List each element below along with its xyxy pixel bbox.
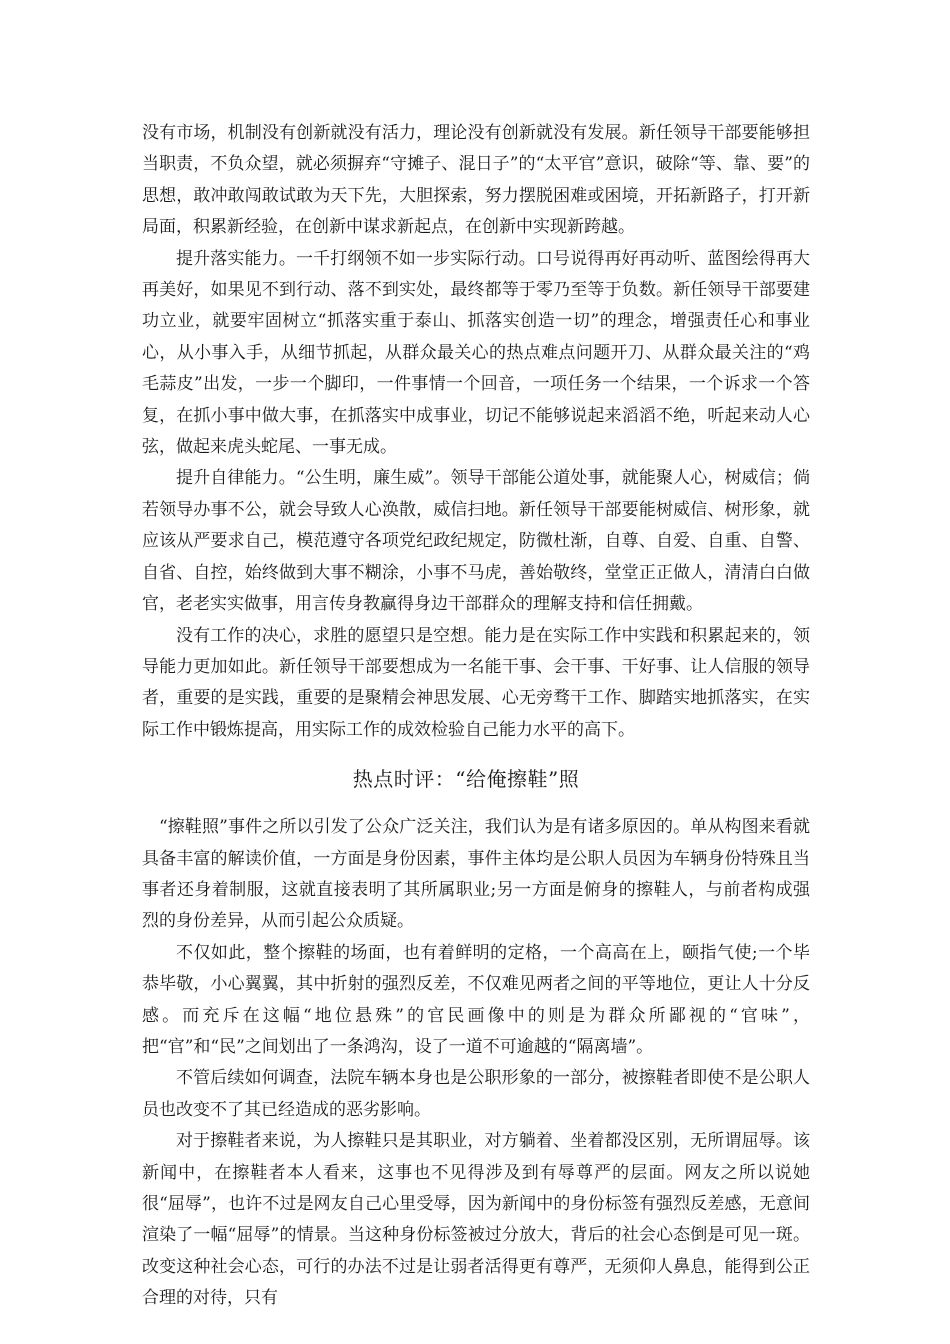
paragraph-implementation: 提升落实能力。一千打纲领不如一步实际行动。口号说得再好再动听、蓝图绘得再大再美好，如果见不到行动、落不到实处，最终都等于零乃至等于负数。新任领导干部要建功立业，就要牢固树立“抓落实重于泰山、抓落实创造一切”的理念，增强责任心和事业心，从小事入手，从细节抓起，从群众最关心的热点难点问题开刀、从群众最关注的“鸡毛蒜皮”出发，一步一个脚印，一件事情一个回音，一项任务一个结果，一个诉求一个答复，在抓小事中做大事，在抓落实中成事业，切记不能够说起来滔滔不绝，听起来动人心弦，做起来虎头蛇尾、一事无成。 <box>142 248 810 458</box>
paragraph-innovation: 没有市场，机制没有创新就没有活力，理论没有创新就没有发展。新任领导干部要能够担当职责，不负众望，就必须摒弃“守摊子、混日子”的“太平官”意识，破除“等、靠、要”的思想，敢冲敢闯敢试敢为天下先，大胆探索，努力摆脱困难或困境，开拓新路子，打开新局面，积累新经验，在创新中谋求新起点，在创新中实现新跨越。 <box>142 123 810 238</box>
paragraph-self-discipline: 提升自律能力。“公生明，廉生威”。领导干部能公道处事，就能聚人心，树威信；倘若领导办事不公，就会导致人心涣散，威信扫地。新任领导干部要能树威信、树形象，就应该从严要求自己，模范遵守各项党纪政纪规定，防微杜渐，自尊、自爱、自重、自警、自省、自控，始终做到大事不糊涂，小事不马虎，善始敬终，堂堂正正做人，清清白白做官，老老实实做事，用言传身教赢得身边干部群众的理解支持和信任拥戴。 <box>142 468 810 615</box>
paragraph-shoeshiner-view: 对于擦鞋者来说，为人擦鞋只是其职业，对方躺着、坐着都没区别，无所谓屈辱。该新闻中，在擦鞋者本人看来，这事也不见得涉及到有辱尊严的层面。网友之所以说她很“屈辱”，也许不过是网友自己心里受辱，因为新闻中的身份标签有强烈反差感，无意间渲染了一幅“屈辱”的情景。当这种身份标签被过分放大，背后的社会心态倒是可见一斑。改变这种社会心态，可行的办法不过是让弱者活得更有尊严，无须仰人鼻息，能得到公正合理的对待，只有 <box>142 1131 810 1309</box>
section-title <box>142 746 810 812</box>
section-title-text: 热点时评：“给俺擦鞋”照 <box>352 767 580 792</box>
paragraph-investigation: 不管后续如何调查，法院车辆本身也是公职形象的一部分，被擦鞋者即使不是公职人员也改变不了其已经造成的恶劣影响。 <box>142 1068 810 1120</box>
paragraph-conclusion: 没有工作的决心，求胜的愿望只是空想。能力是在实际工作中实践和积累起来的，领导能力更加如此。新任领导干部要想成为一名能干事、会干事、干好事、让人信服的领导者，重要的是实践，重要的是聚精会神思发展、心无旁骛干工作、脚踏实地抓落实，在实际工作中锻炼提高，用实际工作的成效检验自己能力水平的高下。 <box>142 625 810 740</box>
paragraph-shoe-photo-intro: “擦鞋照”事件之所以引发了公众广泛关注，我们认为是有诸多原因的。单从构图来看就具备丰富的解读价值，一方面是身份因素，事件主体均是公职人员因为车辆身份特殊且当事者还身着制服，这就直接表明了其所属职业;另一方面是俯身的擦鞋人，与前者构成强烈的身份差异，从而引起公众质疑。 <box>142 817 810 932</box>
document-page <box>142 118 810 1315</box>
paragraph-contrast: 不仅如此，整个擦鞋的场面，也有着鲜明的定格，一个高高在上，颐指气使;一个毕恭毕敬，小心翼翼，其中折射的强烈反差，不仅难见两者之间的平等地位，更让人十分反感。而充斥在这幅“地位悬殊”的官民画像中的则是为群众所鄙视的“官味”，把“官”和“民”之间划出了一条鸿沟，设了一道不可逾越的“隔离墙”。 <box>142 942 810 1057</box>
